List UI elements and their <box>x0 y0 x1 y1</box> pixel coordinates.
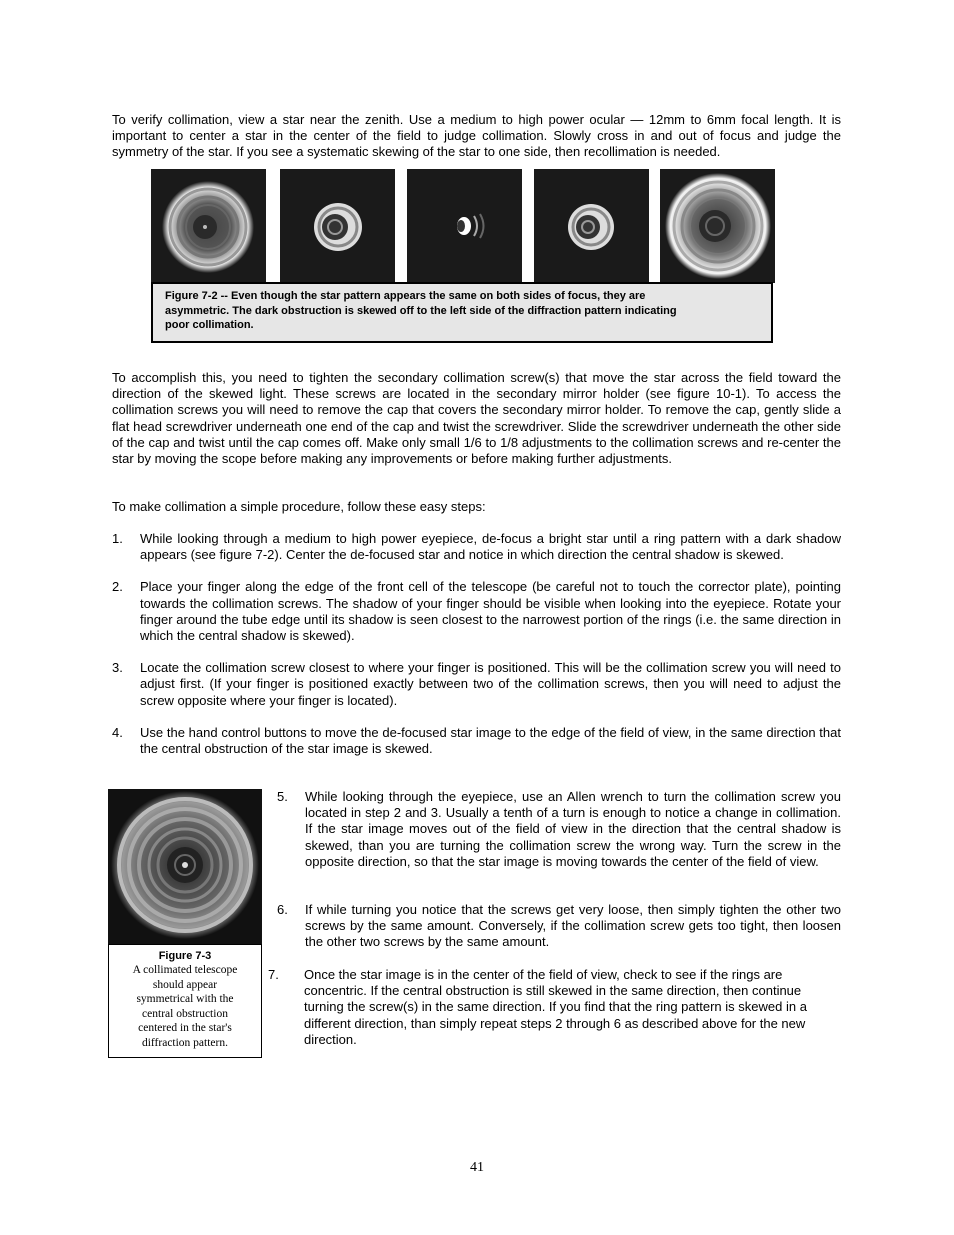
step-text: Place your finger along the edge of the front cell of the telescope (be careful not to touch the corrector plate), pointing towards the collimation screws. The shadow of your finger should be visible when looking into the eyepiece. Rotate your finger around the tube edge until its shadow is seen closest to the narrowest portion of the rings (i.e. the same direction in which the central shadow is skewed). <box>140 579 841 644</box>
step-text: Use the hand control buttons to move the de-focused star image to the edge of the field of view, in the same direction that the central obstruction of the star image is skewed. <box>140 724 841 757</box>
star-defocus-image-2 <box>280 169 395 283</box>
caption-line: diffraction pattern. <box>141 1036 228 1049</box>
figure-7-2-caption-line: asymmetric. The dark obstruction is skewed off to the left side of the diffraction pattern indicating <box>165 304 677 317</box>
accomplish-paragraph: To accomplish this, you need to tighten the secondary collimation screw(s) that move the star across the field toward the direction of the skewed light. These screws are located in the secondary mirror holder (see figure 10-1). To access the collimation screws you will need to remove the cap that covers the secondary mirror holder. To remove the cap, gently slide a flat head screwdriver underneath one end of the cap and twist the screwdriver. Slide the screwdriver underneath the other side of the cap and twist until the cap comes off. Make only small 1/6 to 1/8 adjustments to the collimation screws and re-center the star by moving the scope before making any improvements or before making further adjustments. <box>112 370 841 467</box>
caption-line: central obstruction <box>142 1007 228 1020</box>
step-number: 5. <box>277 789 288 804</box>
star-defocus-image-1 <box>151 169 266 283</box>
steps-list <box>112 531 841 773</box>
collimated-star-image <box>108 789 262 945</box>
caption-line: centered in the star's <box>138 1022 232 1035</box>
star-defocus-image-5 <box>660 169 775 283</box>
figure-7-2-caption-line: Figure 7-2 -- Even though the star pattern appears the same on both sides of focus, they are <box>165 290 646 302</box>
step-text: Once the star image is in the center of the field of view, check to see if the rings are concentric. If the central obstruction is still skewed in the same direction, then continue turning the screw(s) in the same direction. If you find that the ring pattern is skewed in a different direction, than simply repeat steps 2 through 6 as described above for the new direction. <box>304 967 807 1047</box>
step-number: 7. <box>268 967 279 982</box>
step-item <box>277 789 841 870</box>
step-number: 1. <box>112 531 123 546</box>
figure-7-2-caption <box>151 282 773 343</box>
step-text: While looking through the eyepiece, use an Allen wrench to turn the collimation screw you located in step 2 and 3. Usually a tenth of a turn is enough to notice a change in collimation. If the star image moves out of the field of view in the direction that the central shadow is skewed, than you are turning the collimation screw the wrong way. Turn the screw in the opposite direction, so that the star image is moving towards the center of the field of view. <box>305 789 841 869</box>
step-text: Locate the collimation screw closest to where your finger is positioned. This will be the collimation screw you will need to adjust first. (If your finger is positioned exactly between two of the collimation screws, then you will need to adjust the screw opposite where your finger is located). <box>140 660 841 708</box>
star-defocus-image-3 <box>407 169 522 283</box>
page-number: 41 <box>470 1160 484 1175</box>
figure-7-3-body <box>109 962 261 1051</box>
step-item <box>112 725 841 757</box>
figure-7-3 <box>108 789 262 1059</box>
caption-line: A collimated telescope <box>132 964 238 976</box>
star-defocus-image-4 <box>534 169 649 283</box>
step-number: 3. <box>112 660 123 676</box>
figure-7-3-title: Figure 7-3 <box>158 950 212 962</box>
figure-7-2 <box>151 169 777 347</box>
caption-line: should appear <box>152 978 218 991</box>
step-text: If while turning you notice that the screws get very loose, then simply tighten the other two screws by the same amount. Conversely, if the collimation screw gets too tight, then loosen the other two screws by the same amount. <box>305 902 841 950</box>
figure-7-3-caption <box>108 944 262 1058</box>
step-number: 6. <box>277 902 288 917</box>
step-number: 4. <box>112 724 123 740</box>
step-item <box>268 967 831 1048</box>
step-number: 2. <box>112 579 123 595</box>
step-item <box>112 531 841 563</box>
step-item <box>112 579 841 644</box>
caption-line: symmetrical with the <box>136 993 234 1006</box>
figure-7-2-caption-line: poor collimation. <box>165 319 254 331</box>
steps-intro: To make collimation a simple procedure, follow these easy steps: <box>112 499 486 514</box>
intro-paragraph: To verify collimation, view a star near the zenith. Use a medium to high power ocular — 12mm to 6mm focal length. It is important to center a star in the center of the field to judge collimation. Slowly cross in and out of focus and judge the symmetry of the star. If you see a systematic skewing of the star to one side, then recollimation is needed. <box>112 112 841 160</box>
step-item <box>112 660 841 709</box>
step-item <box>277 902 841 951</box>
step-text: While looking through a medium to high power eyepiece, de-focus a bright star until a ring pattern with a dark shadow appears (see figure 7-2). Center the de-focused star and notice in which direction the central shadow is skewed. <box>140 531 841 563</box>
